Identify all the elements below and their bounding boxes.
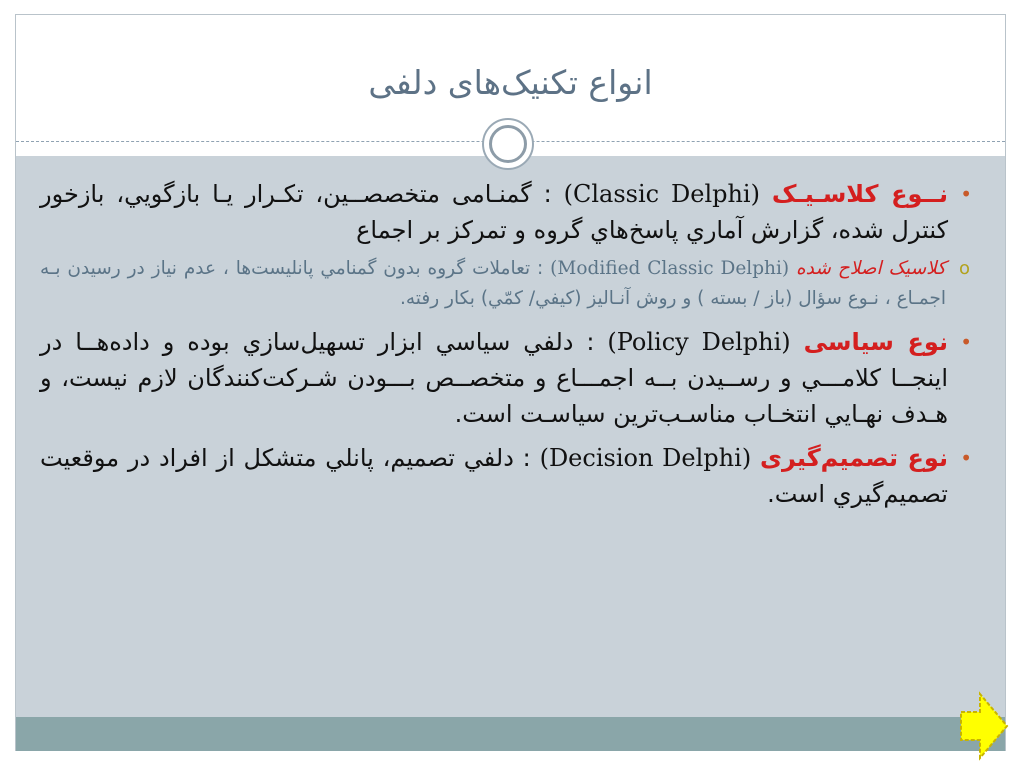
sub-bullet-text: : تعاملات گروه بدون گمنامي پانلیست‌ها ، عدم نیاز در رسیدن بـه اجمـاع ، نـوع سؤال (باز / بسته ) و روش آنـالیز (کیفي/ کمّي) بکار رفته. bbox=[40, 258, 946, 309]
bullet-latin-term: (Decision Delphi) bbox=[539, 444, 752, 472]
slide-body bbox=[40, 176, 976, 520]
next-slide-button[interactable] bbox=[958, 690, 1010, 762]
double-circle-icon bbox=[482, 118, 534, 170]
bullet-latin-term: (Classic Delphi) bbox=[563, 180, 760, 208]
bullet-heading: نوع تصمیم‌گیری bbox=[759, 444, 948, 472]
bullet-text: : دلفي تصميم، پانلي متشکل از افراد در موقعيت تصميم‌گيري است. bbox=[40, 444, 948, 508]
arrow-right-icon bbox=[958, 690, 1010, 762]
slide-title: انواع تکنیک‌های دلفی bbox=[368, 63, 653, 102]
sub-bullet-marker: o bbox=[958, 258, 970, 279]
bullet-latin-term: (Policy Delphi) bbox=[607, 328, 791, 356]
bullet-marker: • bbox=[960, 446, 972, 470]
bullet-marker: • bbox=[960, 182, 972, 206]
bullet-decision bbox=[40, 440, 976, 512]
bullet-heading: نوع سیاسی bbox=[803, 328, 948, 356]
bullet-classic bbox=[40, 176, 976, 248]
bullet-text: : گمنـامی متخصصــين، تکـرار یـا بازگويي، بازخور کنترل شده، گزارش آماري پاسخ‌هاي گروه و تمرکز بر اجماع bbox=[40, 180, 948, 244]
sub-bullet-latin-term: (Modified Classic Delphi) bbox=[550, 258, 790, 279]
sub-bullet-heading: کلاسیک اصلاح شده bbox=[795, 258, 946, 279]
bullet-marker: • bbox=[960, 330, 972, 354]
sub-bullet-modified bbox=[40, 254, 976, 314]
bullet-text: : دلفي سياسي ابزار تسهيل‌سازي بوده و داده‌هــا در اينجــا کلامـــي و رســيدن بــه اجمـــاع و متخصــص بـــودن شـرکت‌کنندگان لازم نيست، و هـدف نهـايي انتخـاب مناسـب‌ترين سياسـت است. bbox=[40, 328, 948, 428]
bullet-policy bbox=[40, 324, 976, 432]
footer-band bbox=[16, 717, 1005, 751]
bullet-heading: نــوع کلاسـیـک bbox=[771, 180, 948, 208]
